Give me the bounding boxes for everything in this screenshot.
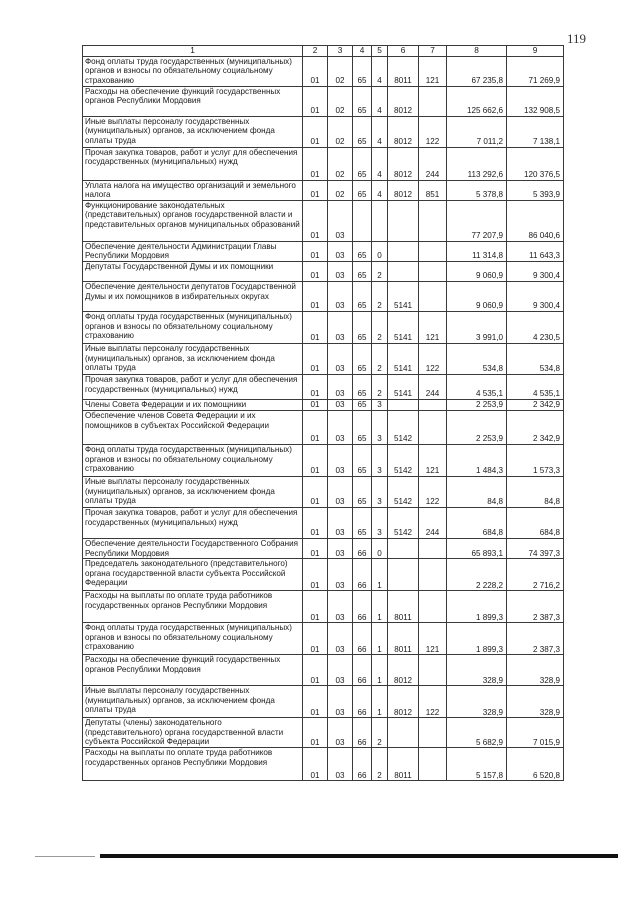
section-code: 01 (303, 655, 328, 686)
column-header: 1 (83, 46, 303, 57)
expense-type-code (419, 86, 447, 116)
expense-description: Иные выплаты персоналу государственных (муниципальных) органов, за исключением фонда оплаты труда (83, 116, 303, 147)
column-header: 2 (303, 46, 328, 57)
expense-description: Фонд оплаты труда государственных (муниципальных) органов и взносы по обязательному социальному страхованию (83, 444, 303, 476)
section-code: 01 (303, 241, 328, 261)
amount-year-2: 74 397,3 (507, 538, 564, 558)
target-code: 8011 (388, 56, 419, 86)
expense-description: Обеспечение деятельности Администрации Главы Республики Мордовия (83, 241, 303, 261)
subprogram-code: 0 (372, 241, 388, 261)
expense-type-code: 122 (419, 343, 447, 374)
section-code: 01 (303, 559, 328, 591)
expense-type-code (419, 748, 447, 781)
amount-year-2: 11 643,3 (507, 241, 564, 261)
subprogram-code: 4 (372, 147, 388, 180)
target-code: 5142 (388, 444, 419, 476)
table-row (83, 399, 564, 410)
subprogram-code: 1 (372, 623, 388, 655)
section-code: 01 (303, 507, 328, 538)
expense-description: Расходы на обеспечение функций государственных органов Республики Мордовия (83, 86, 303, 116)
section-code: 01 (303, 591, 328, 623)
section-code: 01 (303, 200, 328, 241)
program-code: 66 (353, 686, 372, 718)
table-row (83, 476, 564, 507)
table-row (83, 591, 564, 623)
amount-year-1: 5 378,8 (447, 180, 507, 200)
subprogram-code: 4 (372, 116, 388, 147)
subprogram-code: 4 (372, 180, 388, 200)
target-code: 5141 (388, 374, 419, 399)
table-row (83, 343, 564, 374)
table-row (83, 444, 564, 476)
amount-year-2: 4 230,5 (507, 311, 564, 343)
expense-type-code (419, 399, 447, 410)
subsection-code: 03 (328, 410, 353, 444)
subprogram-code: 3 (372, 507, 388, 538)
amount-year-2: 684,8 (507, 507, 564, 538)
section-code: 01 (303, 399, 328, 410)
subprogram-code: 1 (372, 559, 388, 591)
amount-year-2: 9 300,4 (507, 281, 564, 311)
target-code: 5142 (388, 507, 419, 538)
amount-year-2: 1 573,3 (507, 444, 564, 476)
amount-year-1: 2 253,9 (447, 399, 507, 410)
amount-year-1: 534,8 (447, 343, 507, 374)
subsection-code: 03 (328, 343, 353, 374)
table-row (83, 200, 564, 241)
target-code (388, 261, 419, 281)
expense-type-code: 121 (419, 311, 447, 343)
table-row (83, 147, 564, 180)
program-code: 65 (353, 56, 372, 86)
table-row (83, 623, 564, 655)
expense-type-code: 851 (419, 180, 447, 200)
section-code: 01 (303, 56, 328, 86)
expense-type-code (419, 538, 447, 558)
table-header-row (83, 46, 564, 57)
program-code: 66 (353, 655, 372, 686)
subprogram-code: 4 (372, 86, 388, 116)
expense-description: Депутаты Государственной Думы и их помощники (83, 261, 303, 281)
subsection-code: 03 (328, 591, 353, 623)
expense-type-code (419, 410, 447, 444)
amount-year-2: 328,9 (507, 686, 564, 718)
subsection-code: 02 (328, 86, 353, 116)
amount-year-2: 2 342,9 (507, 410, 564, 444)
section-code: 01 (303, 476, 328, 507)
amount-year-1: 1 899,3 (447, 623, 507, 655)
program-code: 66 (353, 591, 372, 623)
program-code: 65 (353, 147, 372, 180)
target-code: 8011 (388, 591, 419, 623)
target-code: 5142 (388, 410, 419, 444)
program-code: 65 (353, 86, 372, 116)
table-row (83, 261, 564, 281)
table-row (83, 410, 564, 444)
target-code: 8012 (388, 116, 419, 147)
target-code (388, 718, 419, 748)
section-code: 01 (303, 261, 328, 281)
subsection-code: 03 (328, 476, 353, 507)
amount-year-2: 84,8 (507, 476, 564, 507)
footer-rule (100, 854, 618, 858)
target-code: 8012 (388, 655, 419, 686)
expense-type-code (419, 559, 447, 591)
amount-year-1: 9 060,9 (447, 281, 507, 311)
budget-table (82, 45, 564, 781)
amount-year-2: 9 300,4 (507, 261, 564, 281)
program-code: 65 (353, 343, 372, 374)
subsection-code: 03 (328, 507, 353, 538)
subprogram-code: 2 (372, 718, 388, 748)
expense-description: Иные выплаты персоналу государственных (муниципальных) органов, за исключением фонда оплаты труда (83, 476, 303, 507)
amount-year-1: 2 253,9 (447, 410, 507, 444)
target-code: 5141 (388, 343, 419, 374)
program-code: 65 (353, 410, 372, 444)
section-code: 01 (303, 748, 328, 781)
table-body (83, 56, 564, 781)
target-code: 8012 (388, 686, 419, 718)
amount-year-2: 7 138,1 (507, 116, 564, 147)
section-code: 01 (303, 147, 328, 180)
section-code: 01 (303, 538, 328, 558)
target-code (388, 538, 419, 558)
amount-year-1: 2 228,2 (447, 559, 507, 591)
expense-description: Прочая закупка товаров, работ и услуг для обеспечения государственных (муниципальных) нужд (83, 147, 303, 180)
amount-year-1: 3 991,0 (447, 311, 507, 343)
expense-description: Расходы на обеспечение функций государственных органов Республики Мордовия (83, 655, 303, 686)
target-code: 8011 (388, 748, 419, 781)
subprogram-code: 1 (372, 655, 388, 686)
amount-year-1: 4 535,1 (447, 374, 507, 399)
expense-description: Расходы на выплаты по оплате труда работников государственных органов Республики Мордовия (83, 748, 303, 781)
target-code: 8012 (388, 86, 419, 116)
program-code: 65 (353, 374, 372, 399)
expense-description: Иные выплаты персоналу государственных (муниципальных) органов, за исключением фонда оплаты труда (83, 343, 303, 374)
subprogram-code: 3 (372, 410, 388, 444)
program-code: 65 (353, 281, 372, 311)
subsection-code: 03 (328, 241, 353, 261)
subprogram-code: 2 (372, 281, 388, 311)
table-row (83, 686, 564, 718)
expense-type-code (419, 281, 447, 311)
amount-year-1: 113 292,6 (447, 147, 507, 180)
amount-year-2: 2 387,3 (507, 591, 564, 623)
program-code: 65 (353, 241, 372, 261)
program-code: 66 (353, 623, 372, 655)
expense-description: Прочая закупка товаров, работ и услуг для обеспечения государственных (муниципальных) нужд (83, 374, 303, 399)
program-code: 65 (353, 311, 372, 343)
expense-type-code: 244 (419, 507, 447, 538)
amount-year-1: 328,9 (447, 686, 507, 718)
program-code: 66 (353, 559, 372, 591)
expense-description: Иные выплаты персоналу государственных (муниципальных) органов, за исключением фонда оплаты труда (83, 686, 303, 718)
program-code: 65 (353, 507, 372, 538)
amount-year-1: 9 060,9 (447, 261, 507, 281)
amount-year-1: 125 662,6 (447, 86, 507, 116)
subsection-code: 03 (328, 444, 353, 476)
program-code: 66 (353, 748, 372, 781)
subsection-code: 03 (328, 623, 353, 655)
amount-year-2: 132 908,5 (507, 86, 564, 116)
table-row (83, 718, 564, 748)
section-code: 01 (303, 444, 328, 476)
subsection-code: 03 (328, 200, 353, 241)
subprogram-code: 4 (372, 56, 388, 86)
expense-type-code (419, 261, 447, 281)
expense-type-code (419, 591, 447, 623)
amount-year-1: 5 157,8 (447, 748, 507, 781)
target-code (388, 399, 419, 410)
section-code: 01 (303, 281, 328, 311)
amount-year-1: 5 682,9 (447, 718, 507, 748)
program-code: 66 (353, 538, 372, 558)
expense-description: Расходы на выплаты по оплате труда работников государственных органов Республики Мордовия (83, 591, 303, 623)
table-row (83, 180, 564, 200)
section-code: 01 (303, 623, 328, 655)
subprogram-code: 2 (372, 748, 388, 781)
program-code: 65 (353, 476, 372, 507)
subsection-code: 03 (328, 281, 353, 311)
subsection-code: 03 (328, 399, 353, 410)
subsection-code: 03 (328, 559, 353, 591)
amount-year-2: 2 387,3 (507, 623, 564, 655)
amount-year-1: 1 899,3 (447, 591, 507, 623)
page-number: 119 (567, 31, 587, 46)
subprogram-code: 1 (372, 686, 388, 718)
expense-description: Депутаты (члены) законодательного (представительного) органа государственной власти субъекта Российской Федерации (83, 718, 303, 748)
subprogram-code: 2 (372, 261, 388, 281)
target-code: 5142 (388, 476, 419, 507)
subprogram-code: 0 (372, 538, 388, 558)
subsection-code: 03 (328, 261, 353, 281)
expense-description: Обеспечение деятельности Государственного Собрания Республики Мордовия (83, 538, 303, 558)
table-row (83, 281, 564, 311)
section-code: 01 (303, 343, 328, 374)
subprogram-code (372, 200, 388, 241)
amount-year-1: 684,8 (447, 507, 507, 538)
table-row (83, 86, 564, 116)
target-code: 5141 (388, 281, 419, 311)
expense-description: Обеспечение членов Совета Федерации и их помощников в субъектах Российской Федерации (83, 410, 303, 444)
expense-type-code: 244 (419, 374, 447, 399)
program-code: 65 (353, 261, 372, 281)
target-code (388, 559, 419, 591)
table-row (83, 655, 564, 686)
expense-type-code: 121 (419, 56, 447, 86)
subsection-code: 03 (328, 748, 353, 781)
column-header: 5 (372, 46, 388, 57)
amount-year-1: 67 235,8 (447, 56, 507, 86)
expense-description: Председатель законодательного (представительного) органа государственной власти субъекта Российской Федерации (83, 559, 303, 591)
amount-year-2: 534,8 (507, 343, 564, 374)
target-code (388, 241, 419, 261)
program-code: 65 (353, 116, 372, 147)
subprogram-code: 2 (372, 374, 388, 399)
subsection-code: 03 (328, 374, 353, 399)
expense-type-code (419, 718, 447, 748)
column-header: 8 (447, 46, 507, 57)
expense-description: Прочая закупка товаров, работ и услуг для обеспечения государственных (муниципальных) нужд (83, 507, 303, 538)
target-code: 8012 (388, 180, 419, 200)
program-code: 65 (353, 180, 372, 200)
expense-description: Фонд оплаты труда государственных (муниципальных) органов и взносы по обязательному социальному страхованию (83, 623, 303, 655)
program-code: 65 (353, 444, 372, 476)
footer-faint-line (35, 856, 95, 857)
table-row (83, 538, 564, 558)
table-row (83, 116, 564, 147)
subsection-code: 03 (328, 655, 353, 686)
column-header: 9 (507, 46, 564, 57)
expense-description: Функционирование законодательных (представительных) органов государственной власти и представительных органов муниципальных образований (83, 200, 303, 241)
section-code: 01 (303, 410, 328, 444)
section-code: 01 (303, 718, 328, 748)
section-code: 01 (303, 180, 328, 200)
expense-type-code (419, 200, 447, 241)
amount-year-1: 7 011,2 (447, 116, 507, 147)
subprogram-code: 2 (372, 343, 388, 374)
subsection-code: 03 (328, 311, 353, 343)
table-row (83, 56, 564, 86)
section-code: 01 (303, 374, 328, 399)
amount-year-2: 6 520,8 (507, 748, 564, 781)
amount-year-2: 328,9 (507, 655, 564, 686)
expense-description: Уплата налога на имущество организаций и земельного налога (83, 180, 303, 200)
table-row (83, 559, 564, 591)
expense-type-code: 122 (419, 686, 447, 718)
amount-year-2: 120 376,5 (507, 147, 564, 180)
amount-year-1: 65 893,1 (447, 538, 507, 558)
subsection-code: 02 (328, 116, 353, 147)
expense-type-code: 122 (419, 116, 447, 147)
table-row (83, 507, 564, 538)
amount-year-1: 1 484,3 (447, 444, 507, 476)
expense-type-code: 244 (419, 147, 447, 180)
amount-year-2: 5 393,9 (507, 180, 564, 200)
section-code: 01 (303, 116, 328, 147)
table-row (83, 311, 564, 343)
expense-description: Фонд оплаты труда государственных (муниципальных) органов и взносы по обязательному социальному страхованию (83, 311, 303, 343)
table-row (83, 748, 564, 781)
column-header: 6 (388, 46, 419, 57)
expense-type-code (419, 655, 447, 686)
subsection-code: 02 (328, 180, 353, 200)
program-code: 65 (353, 399, 372, 410)
target-code (388, 200, 419, 241)
amount-year-2: 2 342,9 (507, 399, 564, 410)
expense-type-code: 121 (419, 623, 447, 655)
target-code: 5141 (388, 311, 419, 343)
subsection-code: 02 (328, 56, 353, 86)
amount-year-1: 328,9 (447, 655, 507, 686)
section-code: 01 (303, 686, 328, 718)
section-code: 01 (303, 311, 328, 343)
column-header: 7 (419, 46, 447, 57)
expense-description: Члены Совета Федерации и их помощники (83, 399, 303, 410)
subsection-code: 02 (328, 147, 353, 180)
expense-type-code: 122 (419, 476, 447, 507)
section-code: 01 (303, 86, 328, 116)
table-row (83, 241, 564, 261)
target-code: 8012 (388, 147, 419, 180)
amount-year-2: 71 269,9 (507, 56, 564, 86)
expense-description: Обеспечение деятельности депутатов Государственной Думы и их помощников в избирательных округах (83, 281, 303, 311)
amount-year-1: 77 207,9 (447, 200, 507, 241)
column-header: 3 (328, 46, 353, 57)
amount-year-1: 84,8 (447, 476, 507, 507)
expense-type-code: 121 (419, 444, 447, 476)
subprogram-code: 3 (372, 476, 388, 507)
column-header: 4 (353, 46, 372, 57)
target-code: 8011 (388, 623, 419, 655)
subsection-code: 03 (328, 686, 353, 718)
amount-year-2: 86 040,6 (507, 200, 564, 241)
subsection-code: 03 (328, 538, 353, 558)
amount-year-2: 7 015,9 (507, 718, 564, 748)
program-code: 66 (353, 718, 372, 748)
expense-description: Фонд оплаты труда государственных (муниципальных) органов и взносы по обязательному социальному страхованию (83, 56, 303, 86)
subsection-code: 03 (328, 718, 353, 748)
amount-year-2: 4 535,1 (507, 374, 564, 399)
subprogram-code: 3 (372, 399, 388, 410)
amount-year-2: 2 716,2 (507, 559, 564, 591)
table-row (83, 374, 564, 399)
amount-year-1: 11 314,8 (447, 241, 507, 261)
program-code (353, 200, 372, 241)
subprogram-code: 2 (372, 311, 388, 343)
subprogram-code: 1 (372, 591, 388, 623)
expense-type-code (419, 241, 447, 261)
subprogram-code: 3 (372, 444, 388, 476)
